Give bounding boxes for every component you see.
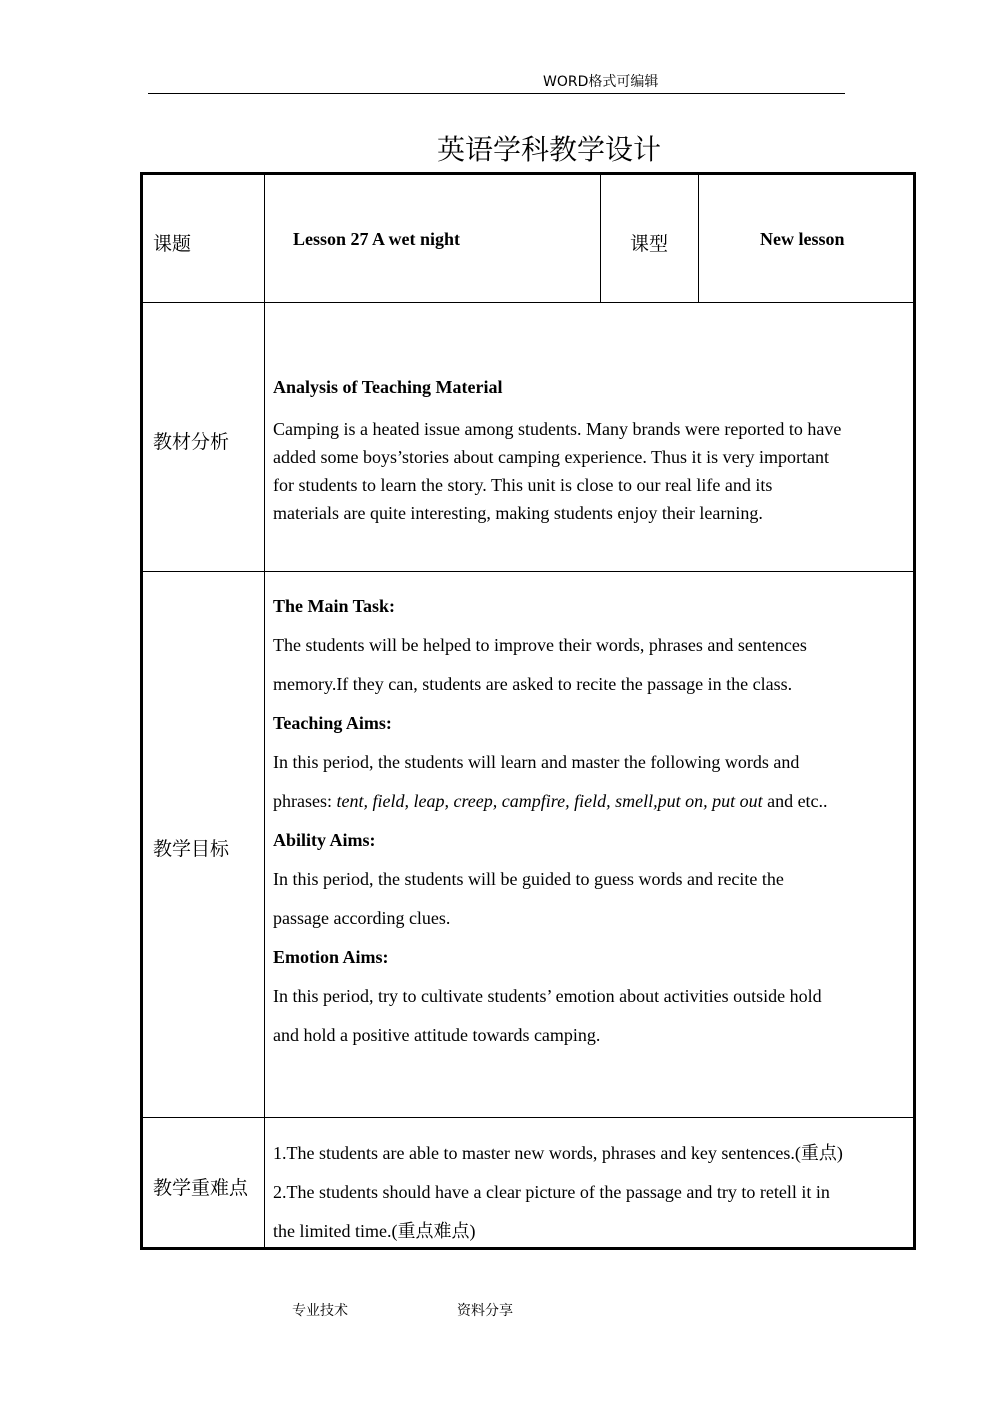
paragraph-line: passage according clues. xyxy=(273,908,451,928)
vocabulary-words: tent, field, leap, creep, campfire, field, smell,put on, put out xyxy=(336,791,763,811)
row-divider xyxy=(143,302,913,303)
paragraph-line: 2.The students should have a clear picture of the passage and try to retell it in xyxy=(273,1182,830,1202)
vocabulary-suffix: and etc.. xyxy=(762,791,828,811)
paragraph-line: added some boys’stories about camping experience. Thus it is very important xyxy=(273,447,830,467)
key-points-label: 教学重难点 xyxy=(153,1177,249,1199)
paragraph-line: materials are quite interesting, making students enjoy their learning. xyxy=(273,503,763,523)
header-text: WORD格式可编辑 xyxy=(543,74,659,90)
material-analysis-label: 教材分析 xyxy=(153,431,230,453)
paragraph-line: and hold a positive attitude towards camping. xyxy=(273,1025,601,1045)
row-divider xyxy=(143,571,913,572)
material-analysis-heading: Analysis of Teaching Material xyxy=(273,377,503,397)
emotion-aims-heading: Emotion Aims: xyxy=(273,947,389,967)
teaching-goals-label: 教学目标 xyxy=(153,838,230,860)
paragraph-line: Camping is a heated issue among students. Many brands were reported to have xyxy=(273,419,842,439)
teaching-goals-content xyxy=(273,587,913,1055)
header-divider xyxy=(148,93,845,94)
topic-value: Lesson 27 A wet night xyxy=(293,229,461,249)
column-divider xyxy=(600,175,601,302)
row-divider xyxy=(143,1117,913,1118)
paragraph-line: In this period, try to cultivate students’ emotion about activities outside hold xyxy=(273,986,822,1006)
main-task-heading: The Main Task: xyxy=(273,596,396,616)
material-analysis-content xyxy=(273,375,913,527)
paragraph-line: In this period, the students will learn and master the following words and xyxy=(273,752,800,772)
ability-aims-heading: Ability Aims: xyxy=(273,830,376,850)
lesson-type-value: New lesson xyxy=(760,229,845,249)
paragraph-line: 1.The students are able to master new words, phrases and key sentences.(重点) xyxy=(273,1143,843,1163)
paragraph-line: the limited time.(重点难点) xyxy=(273,1221,476,1241)
vocabulary-prefix: phrases: xyxy=(273,791,337,811)
column-divider xyxy=(698,175,699,302)
key-points-content xyxy=(273,1134,913,1251)
paragraph-line: memory.If they can, students are asked to recite the passage in the class. xyxy=(273,674,793,694)
topic-label: 课题 xyxy=(153,233,192,255)
footer-right: 资料分享 xyxy=(457,1303,513,1319)
document-title: 英语学科教学设计 xyxy=(436,133,661,166)
footer-left: 专业技术 xyxy=(292,1303,348,1319)
paragraph-line: for students to learn the story. This unit is close to our real life and its xyxy=(273,475,773,495)
teaching-aims-heading: Teaching Aims: xyxy=(273,713,392,733)
paragraph-line: The students will be helped to improve their words, phrases and sentences xyxy=(273,635,807,655)
paragraph-line: In this period, the students will be guided to guess words and recite the xyxy=(273,869,784,889)
lesson-type-label: 课型 xyxy=(630,233,669,255)
vocabulary-line xyxy=(273,782,913,821)
column-divider xyxy=(264,175,265,1247)
lesson-plan-table xyxy=(140,172,916,1250)
